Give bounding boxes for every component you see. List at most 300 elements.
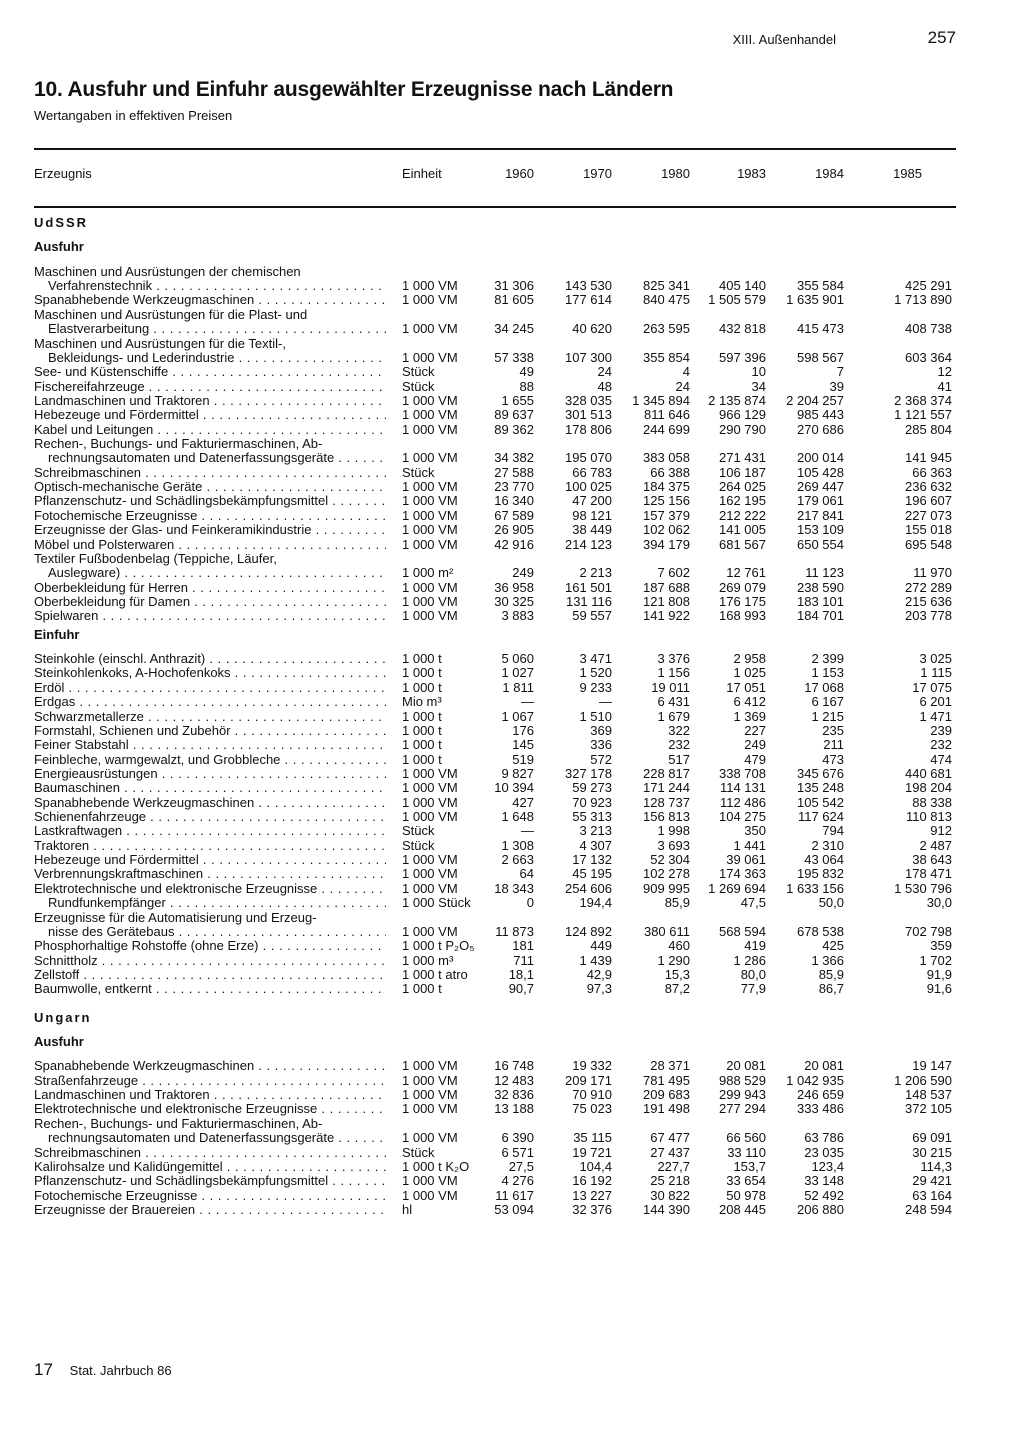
value-cell-1980: 171 244	[643, 780, 690, 796]
value-cell-1980: 125 156	[643, 493, 690, 509]
value-cell-1984: 269 447	[797, 479, 844, 495]
value-cell-1970: 13 227	[572, 1187, 612, 1203]
value-cell-1970: 214 123	[565, 536, 612, 552]
product-label: Feinbleche, warmgewalzt, und Grobbleche . . .	[34, 753, 386, 767]
value-cell-1970: 9 233	[579, 679, 612, 695]
value-cell-1960: 1 648	[501, 809, 534, 825]
value-cell-1960: 89 362	[494, 421, 534, 437]
value-cell-1983: 77,9	[740, 981, 766, 997]
product-label-line	[34, 337, 956, 351]
unit-cell: 1 000 VM	[402, 794, 458, 810]
value-cell-1960: 23 770	[494, 479, 534, 495]
column-header-product: Erzeugnis	[34, 166, 92, 181]
value-cell-1980: 1 345 894	[632, 392, 690, 408]
product-label: Schwarzmetallerze . . .	[34, 710, 386, 724]
flow-heading	[34, 628, 956, 642]
value-cell-1960: 10 394	[494, 780, 534, 796]
value-cell-1985: 603 364	[905, 349, 952, 365]
product-label: Elektrotechnische und elektronische Erzeugnisse . . .	[34, 1102, 386, 1116]
value-cell-1960: 31 306	[494, 278, 534, 294]
product-label: Elastverarbeitung . . .	[34, 322, 386, 336]
product-label: Maschinen und Ausrüstungen für die Plast- und	[34, 307, 308, 322]
flow-label: Ausfuhr	[34, 1035, 84, 1050]
product-label: Pflanzenschutz- und Schädlingsbekämpfungsmittel . . .	[34, 494, 386, 508]
value-cell-1983: 2 135 874	[708, 392, 766, 408]
value-cell-1970: 328 035	[565, 392, 612, 408]
product-label: rechnungsautomaten und Datenerfassungsgeräte . . .	[34, 1131, 386, 1145]
value-cell-1970: 369	[590, 722, 612, 738]
table-row	[34, 810, 956, 824]
value-cell-1984: 355 584	[797, 278, 844, 294]
table-row	[34, 710, 956, 724]
value-cell-1984: 117 624	[797, 809, 844, 825]
value-cell-1985: 41	[937, 378, 952, 394]
table-row	[34, 896, 956, 910]
table-row	[34, 609, 956, 623]
value-cell-1983: 1 286	[733, 952, 766, 968]
row-spacer	[34, 997, 956, 1011]
value-cell-1983: 249	[744, 737, 766, 753]
value-cell-1970: 254 606	[565, 880, 612, 896]
table-row	[34, 380, 956, 394]
value-cell-1960: 16 340	[494, 493, 534, 509]
value-cell-1983: 33 110	[727, 1144, 766, 1160]
value-cell-1980: 840 475	[643, 292, 690, 308]
flow-heading	[34, 240, 956, 254]
value-cell-1983: 112 486	[719, 794, 766, 810]
unit-cell: 1 000 t	[402, 981, 442, 997]
value-cell-1970: 1 439	[579, 952, 612, 968]
value-cell-1980: 191 498	[643, 1101, 690, 1117]
unit-cell: 1 000 t	[402, 679, 442, 695]
value-cell-1960: 81 605	[494, 292, 534, 308]
table-row	[34, 982, 956, 996]
product-label: Schienenfahrzeuge . . .	[34, 810, 386, 824]
value-cell-1984: 425	[822, 938, 844, 954]
table-row	[34, 322, 956, 336]
unit-cell: 1 000 t	[402, 737, 442, 753]
unit-cell: 1 000 VM	[402, 866, 458, 882]
table-row	[34, 365, 956, 379]
value-cell-1970: 3 471	[579, 651, 612, 667]
table-title: 10. Ausfuhr und Einfuhr ausgewählter Erzeugnisse nach Ländern	[34, 78, 674, 101]
value-cell-1970: 161 501	[565, 579, 612, 595]
product-label: Bekleidungs- und Lederindustrie . . .	[34, 351, 386, 365]
column-header-1960: 1960	[505, 166, 534, 181]
product-label: Kabel und Leitungen . . .	[34, 423, 386, 437]
value-cell-1985: 38 643	[912, 852, 952, 868]
table-row	[34, 538, 956, 552]
value-cell-1970: 42,9	[586, 966, 612, 982]
product-label: Erzeugnisse der Glas- und Feinkeramikindustrie . . .	[34, 523, 386, 537]
table-row	[34, 581, 956, 595]
value-cell-1985: 1 471	[919, 708, 952, 724]
value-cell-1984: 238 590	[797, 579, 844, 595]
value-cell-1983: 405 140	[719, 278, 766, 294]
value-cell-1980: 184 375	[643, 479, 690, 495]
page-number: 257	[927, 28, 956, 47]
table-row	[34, 494, 956, 508]
value-cell-1983: 1 505 579	[708, 292, 766, 308]
value-cell-1985: 440 681	[905, 765, 952, 781]
product-label: Spielwaren . . .	[34, 609, 386, 623]
footer-sheet-number: 17	[34, 1360, 53, 1379]
unit-cell: 1 000 VM	[402, 1187, 458, 1203]
unit-cell: 1 000 VM	[402, 421, 458, 437]
value-cell-1970: 107 300	[565, 349, 612, 365]
value-cell-1985: 29 421	[912, 1173, 952, 1189]
unit-cell: 1 000 t P₂O₅	[402, 938, 475, 954]
value-cell-1985: 155 018	[905, 522, 952, 538]
value-cell-1984: 1 215	[811, 708, 844, 724]
table-row	[34, 595, 956, 609]
value-cell-1970: 1 510	[579, 708, 612, 724]
value-cell-1985: 11 970	[913, 565, 952, 581]
unit-cell: Stück	[402, 464, 435, 480]
column-header-1983: 1983	[737, 166, 766, 181]
value-cell-1985: 232	[930, 737, 952, 753]
value-cell-1980: 102 062	[643, 522, 690, 538]
value-cell-1970: 572	[590, 751, 612, 767]
country-label: UdSSR	[34, 216, 89, 230]
unit-cell: 1 000 t	[402, 708, 442, 724]
value-cell-1980: 3 693	[657, 837, 690, 853]
value-cell-1985: 425 291	[905, 278, 952, 294]
column-header-1980: 1980	[661, 166, 690, 181]
value-cell-1983: 80,0	[740, 966, 766, 982]
value-cell-1960: 64	[519, 866, 534, 882]
value-cell-1980: 394 179	[643, 536, 690, 552]
value-cell-1984: 2 310	[811, 837, 844, 853]
product-label: Erdöl . . .	[34, 681, 386, 695]
product-label-line	[34, 265, 956, 279]
table-row	[34, 394, 956, 408]
table-row	[34, 408, 956, 422]
product-label: Traktoren . . .	[34, 839, 386, 853]
value-cell-1960: 176	[512, 722, 534, 738]
value-cell-1983: 17 051	[726, 679, 766, 695]
unit-cell: 1 000 VM	[402, 1087, 458, 1103]
table-body	[34, 216, 956, 1217]
value-cell-1985: 1 530 796	[894, 880, 952, 896]
value-cell-1980: 232	[668, 737, 690, 753]
value-cell-1984: 415 473	[797, 321, 844, 337]
product-label: Spanabhebende Werkzeugmaschinen . . .	[34, 293, 386, 307]
value-cell-1970: 47 200	[572, 493, 612, 509]
product-label: Schreibmaschinen . . .	[34, 466, 386, 480]
value-cell-1983: 6 412	[733, 694, 766, 710]
product-label: Zellstoff . . .	[34, 968, 386, 982]
value-cell-1983: 50 978	[726, 1187, 766, 1203]
value-cell-1960: 11 617	[495, 1187, 534, 1203]
value-cell-1970: 59 273	[572, 780, 612, 796]
value-cell-1970: —	[599, 694, 612, 710]
table-subtitle: Wertangaben in effektiven Preisen	[34, 108, 233, 123]
value-cell-1960: 6 390	[501, 1130, 534, 1146]
value-cell-1985: 196 607	[905, 493, 952, 509]
value-cell-1985: 30 215	[912, 1144, 952, 1160]
value-cell-1984: 123,4	[811, 1158, 844, 1174]
value-cell-1985: 178 471	[905, 866, 952, 882]
product-label: Elektrotechnische und elektronische Erzeugnisse . . .	[34, 882, 386, 896]
value-cell-1980: 460	[668, 938, 690, 954]
value-cell-1984: 333 486	[797, 1101, 844, 1117]
value-cell-1983: 168 993	[719, 608, 766, 624]
product-label: Straßenfahrzeuge . . .	[34, 1074, 386, 1088]
value-cell-1980: 1 156	[657, 665, 690, 681]
value-cell-1970: 2 213	[579, 565, 612, 581]
unit-cell: 1 000 VM	[402, 392, 458, 408]
product-label: Oberbekleidung für Damen . . .	[34, 595, 386, 609]
column-header-1984: 1984	[815, 166, 844, 181]
value-cell-1983: 277 294	[719, 1101, 766, 1117]
unit-cell: Stück	[402, 364, 435, 380]
value-cell-1970: 70 923	[572, 794, 612, 810]
product-label: Rechen-, Buchungs- und Fakturiermaschinen, Ab-	[34, 437, 323, 452]
unit-cell: 1 000 VM	[402, 852, 458, 868]
product-label: Auslegware) . . .	[34, 566, 386, 580]
value-cell-1985: 3 025	[919, 651, 952, 667]
product-label: Spanabhebende Werkzeugmaschinen . . .	[34, 1059, 386, 1073]
value-cell-1984: 985 443	[797, 407, 844, 423]
value-cell-1960: 1 067	[501, 708, 534, 724]
value-cell-1980: 28 371	[650, 1058, 690, 1074]
section-reference: XIII. Außenhandel	[732, 32, 836, 47]
table-row	[34, 939, 956, 953]
value-cell-1980: 811 646	[643, 407, 690, 423]
page-header	[34, 30, 956, 54]
value-cell-1980: 209 683	[643, 1087, 690, 1103]
value-cell-1984: 473	[822, 751, 844, 767]
value-cell-1984: 39	[829, 378, 844, 394]
product-label: Schnittholz . . .	[34, 954, 386, 968]
product-label: Oberbekleidung für Herren . . .	[34, 581, 386, 595]
value-cell-1984: 105 542	[797, 794, 844, 810]
value-cell-1970: 100 025	[565, 479, 612, 495]
value-cell-1984: 50,0	[818, 895, 844, 911]
value-cell-1983: 290 790	[719, 421, 766, 437]
value-cell-1970: 449	[590, 938, 612, 954]
table-row	[34, 1131, 956, 1145]
unit-cell: Stück	[402, 1144, 435, 1160]
unit-cell: 1 000 t	[402, 722, 442, 738]
product-label: Landmaschinen und Traktoren . . .	[34, 394, 386, 408]
value-cell-1984: 2 399	[811, 651, 844, 667]
value-cell-1980: 781 495	[643, 1072, 690, 1088]
value-cell-1980: 228 817	[643, 765, 690, 781]
value-cell-1985: 1 206 590	[894, 1072, 952, 1088]
value-cell-1960: 181	[512, 938, 534, 954]
product-label: Spanabhebende Werkzeugmaschinen . . .	[34, 796, 386, 810]
unit-cell: 1 000 VM	[402, 407, 458, 423]
value-cell-1984: 135 248	[797, 780, 844, 796]
country-heading	[34, 216, 956, 230]
value-cell-1980: 52 304	[650, 852, 690, 868]
value-cell-1980: 227,7	[657, 1158, 690, 1174]
value-cell-1970: 124 892	[565, 923, 612, 939]
value-cell-1983: 34	[751, 378, 766, 394]
value-cell-1983: 20 081	[726, 1058, 766, 1074]
value-cell-1984: 270 686	[797, 421, 844, 437]
value-cell-1960: 6 571	[501, 1144, 534, 1160]
value-cell-1983: 432 818	[719, 321, 766, 337]
table-row	[34, 509, 956, 523]
value-cell-1960: 27 588	[494, 464, 534, 480]
value-cell-1984: 20 081	[804, 1058, 844, 1074]
value-cell-1985: 6 201	[919, 694, 952, 710]
unit-cell: 1 000 VM	[402, 278, 458, 294]
value-cell-1980: 4	[682, 364, 690, 380]
value-cell-1985: 227 073	[905, 507, 952, 523]
product-label: See- und Küstenschiffe . . .	[34, 365, 386, 379]
unit-cell: 1 000 VM	[402, 507, 458, 523]
value-cell-1980: 19 011	[651, 679, 690, 695]
value-cell-1985: 695 548	[905, 536, 952, 552]
unit-cell: 1 000 VM	[402, 1173, 458, 1189]
value-cell-1985: 248 594	[905, 1202, 952, 1217]
value-cell-1984: 1 366	[811, 952, 844, 968]
value-cell-1985: 215 636	[905, 593, 952, 609]
unit-cell: 1 000 VM	[402, 1130, 458, 1146]
value-cell-1980: 141 922	[643, 608, 690, 624]
value-cell-1960: 34 245	[494, 321, 534, 337]
product-label: Erzeugnisse für die Automatisierung und Erzeug-	[34, 910, 317, 925]
value-cell-1970: 24	[597, 364, 612, 380]
unit-cell: 1 000 t	[402, 665, 442, 681]
table-row	[34, 796, 956, 810]
value-cell-1983: 104 275	[719, 809, 766, 825]
table-row	[34, 781, 956, 795]
value-cell-1960: 57 338	[494, 349, 534, 365]
value-cell-1984: 1 633 156	[786, 880, 844, 896]
value-cell-1985: 1 702	[919, 952, 952, 968]
table-row	[34, 466, 956, 480]
table-row	[34, 882, 956, 896]
table-row	[34, 1059, 956, 1073]
table-row	[34, 839, 956, 853]
value-cell-1970: 177 614	[565, 292, 612, 308]
product-label: Rundfunkempfänger . . .	[34, 896, 386, 910]
value-cell-1960: 1 027	[501, 665, 534, 681]
value-cell-1983: 153,7	[733, 1158, 766, 1174]
value-cell-1980: 27 437	[650, 1144, 690, 1160]
product-label: Fotochemische Erzeugnisse . . .	[34, 509, 386, 523]
value-cell-1970: 32 376	[572, 1202, 612, 1217]
value-cell-1980: 121 808	[643, 593, 690, 609]
value-cell-1970: 327 178	[565, 765, 612, 781]
product-label: Verbrennungskraftmaschinen . . .	[34, 867, 386, 881]
value-cell-1984: 17 068	[804, 679, 844, 695]
value-cell-1984: 33 148	[804, 1173, 844, 1189]
value-cell-1960: 89 637	[494, 407, 534, 423]
value-cell-1980: 909 995	[643, 880, 690, 896]
unit-cell: 1 000 VM	[402, 321, 458, 337]
unit-cell: 1 000 VM	[402, 1072, 458, 1088]
flow-heading	[34, 1035, 956, 1049]
value-cell-1983: 1 441	[733, 837, 766, 853]
value-cell-1960: 49	[519, 364, 534, 380]
value-cell-1970: 19 721	[572, 1144, 612, 1160]
unit-cell: 1 000 VM	[402, 579, 458, 595]
value-cell-1983: 212 222	[719, 507, 766, 523]
header-rule	[34, 206, 956, 208]
table-row	[34, 1174, 956, 1188]
value-cell-1984: 183 101	[797, 593, 844, 609]
value-cell-1960: 18 343	[494, 880, 534, 896]
value-cell-1960: 4 276	[501, 1173, 534, 1189]
value-cell-1983: 12 761	[726, 565, 766, 581]
value-cell-1983: 568 594	[719, 923, 766, 939]
product-label: Baumwolle, entkernt . . .	[34, 982, 386, 996]
value-cell-1970: 4 307	[579, 837, 612, 853]
unit-cell: 1 000 VM	[402, 493, 458, 509]
value-cell-1983: 176 175	[719, 593, 766, 609]
value-cell-1983: 264 025	[719, 479, 766, 495]
value-cell-1960: 145	[512, 737, 534, 753]
unit-cell: 1 000 VM	[402, 608, 458, 624]
unit-cell: 1 000 VM	[402, 1058, 458, 1074]
unit-cell: 1 000 t	[402, 751, 442, 767]
value-cell-1984: 598 567	[797, 349, 844, 365]
value-cell-1960: 34 382	[494, 450, 534, 466]
value-cell-1960: 26 905	[494, 522, 534, 538]
table-row	[34, 767, 956, 781]
value-cell-1970: 209 171	[565, 1072, 612, 1088]
product-label: Textiler Fußbodenbelag (Teppiche, Läufer,	[34, 551, 277, 566]
value-cell-1985: 236 632	[905, 479, 952, 495]
table-row	[34, 1088, 956, 1102]
value-cell-1985: 66 363	[912, 464, 952, 480]
value-cell-1984: 86,7	[818, 981, 844, 997]
product-label: Kalirohsalze und Kalidüngemittel . . .	[34, 1160, 386, 1174]
value-cell-1983: 597 396	[719, 349, 766, 365]
page-footer	[34, 1360, 172, 1380]
value-cell-1960: 11 873	[495, 923, 534, 939]
product-label: Feiner Stabstahl . . .	[34, 738, 386, 752]
value-cell-1983: 141 005	[719, 522, 766, 538]
value-cell-1983: 966 129	[719, 407, 766, 423]
unit-cell: 1 000 VM	[402, 450, 458, 466]
value-cell-1970: 59 557	[572, 608, 612, 624]
value-cell-1985: 91,6	[926, 981, 952, 997]
value-cell-1984: 195 832	[797, 866, 844, 882]
value-cell-1985: 912	[930, 823, 952, 839]
product-label: Landmaschinen und Traktoren . . .	[34, 1088, 386, 1102]
value-cell-1985: 285 804	[905, 421, 952, 437]
product-label-line	[34, 308, 956, 322]
unit-cell: 1 000 VM	[402, 780, 458, 796]
value-cell-1980: 1 679	[657, 708, 690, 724]
value-cell-1970: 48	[597, 378, 612, 394]
unit-cell: 1 000 m²	[402, 565, 454, 581]
value-cell-1984: 7	[836, 364, 844, 380]
value-cell-1970: 1 520	[579, 665, 612, 681]
value-cell-1983: 162 195	[719, 493, 766, 509]
value-cell-1985: 2 487	[919, 837, 952, 853]
value-cell-1980: 1 998	[657, 823, 690, 839]
unit-cell: 1 000 VM	[402, 880, 458, 896]
value-cell-1983: 350	[744, 823, 766, 839]
value-cell-1985: 239	[930, 722, 952, 738]
product-label-line	[34, 437, 956, 451]
unit-cell: 1 000 Stück	[402, 895, 471, 911]
value-cell-1984: 2 204 257	[786, 392, 844, 408]
value-cell-1980: 1 290	[657, 952, 690, 968]
value-cell-1983: 299 943	[719, 1087, 766, 1103]
value-cell-1983: 681 567	[719, 536, 766, 552]
value-cell-1984: 23 035	[804, 1144, 844, 1160]
unit-cell: 1 000 VM	[402, 765, 458, 781]
